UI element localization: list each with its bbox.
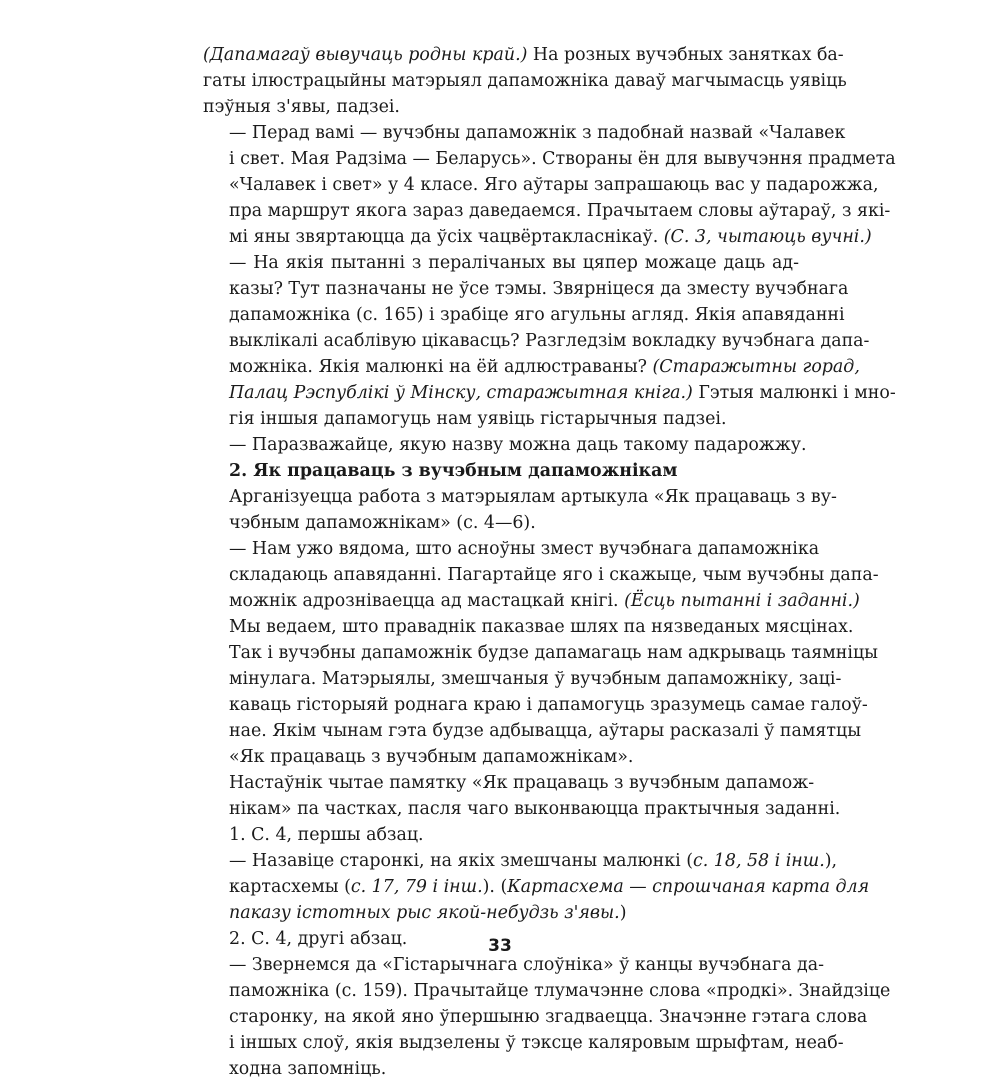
text-line xyxy=(203,874,870,900)
paragraph xyxy=(203,484,837,536)
text-run: На розных вучэбных занятках ба- xyxy=(527,45,844,65)
text-run: і іншых слоў, якія выдзелены ў тэксце каляровым шрыфтам, неаб- xyxy=(229,1033,844,1053)
text-run: — Звернемся да «Гістарычнага слоўніка» ў канцы вучэбнага да- xyxy=(229,955,824,975)
text-line xyxy=(203,640,878,666)
text-run: мі яны звяртаюцца да ўсіх чацвёртакласнікаў. xyxy=(229,227,664,247)
italic-text: с. 17, 79 і інш. xyxy=(350,877,483,897)
paragraph xyxy=(203,42,847,120)
italic-text: паказу істотных рыс якой-небудзь з'явы. xyxy=(229,903,620,923)
text-run: — На якія пытанні з пералічаных вы цяпер можаце даць ад- xyxy=(229,253,799,273)
paragraph xyxy=(203,770,841,822)
text-run: старонку, на якой яно ўпершыню згадваецца. Значэнне гэтага слова xyxy=(229,1007,868,1027)
text-run: 2. С. 4, другі абзац. xyxy=(229,929,408,949)
text-run: дапаможніка (с. 165) і зрабіце яго агульны агляд. Якія апавяданні xyxy=(229,305,845,325)
section-heading xyxy=(203,458,799,484)
text-line xyxy=(203,302,845,328)
text-line xyxy=(203,458,799,484)
text-run: складаюць апавяданні. Пагартайце яго і скажыце, чым вучэбны дапа- xyxy=(229,565,879,585)
text-run: «Чалавек і свет» у 4 класе. Яго аўтары запрашаюць вас у падарожжа, xyxy=(229,175,879,195)
text-line xyxy=(203,536,820,562)
text-run: 1. С. 4, першы абзац. xyxy=(229,825,424,845)
text-line xyxy=(203,250,799,276)
text-run: Так і вучэбны дапаможнік будзе дапамагаць нам адкрываць таямніцы xyxy=(229,643,878,663)
text-line xyxy=(203,1004,868,1030)
text-line xyxy=(203,328,870,354)
text-line xyxy=(203,146,896,172)
text-line xyxy=(203,848,838,874)
text-line xyxy=(203,198,891,224)
text-run: паможніка (с. 159). Прачытайце тлумачэнне слова «продкі». Знайдзіце xyxy=(229,981,891,1001)
text-run: 2. Як працаваць з вучэбным дапаможнікам xyxy=(229,461,678,481)
text-line xyxy=(203,276,849,302)
text-run: выклікалі асаблівую цікавасць? Разгледзім вокладку вучэбнага дапа- xyxy=(229,331,870,351)
text-line xyxy=(203,614,854,640)
text-run: Гэтыя малюнкі і мно- xyxy=(692,383,896,403)
text-line xyxy=(203,718,862,744)
text-run: гаты ілюстрацыйны матэрыял дапаможніка даваў магчымасць уявіць xyxy=(203,71,847,91)
text-line xyxy=(203,900,799,926)
text-run: пра маршрут якога зараз даведаемся. Прачытаем словы аўтараў, з які- xyxy=(229,201,891,221)
text-line xyxy=(203,120,846,146)
text-line xyxy=(203,94,799,120)
text-line xyxy=(203,692,868,718)
paragraph xyxy=(203,952,891,1082)
text-line xyxy=(203,744,799,770)
text-line xyxy=(203,796,841,822)
text-line xyxy=(203,1056,799,1082)
paragraph xyxy=(203,120,896,250)
text-line xyxy=(203,224,872,250)
paragraph xyxy=(203,536,879,770)
text-run: Арганізуецца работа з матэрыялам артыкула «Як працаваць з ву- xyxy=(229,487,837,507)
paragraph xyxy=(203,432,807,458)
text-line xyxy=(203,484,837,510)
text-line xyxy=(203,822,799,848)
italic-text: (С. 3, чытаюць вучні.) xyxy=(663,227,872,247)
text-line xyxy=(203,354,860,380)
italic-text: Палац Рэспублікі ў Мінску, старажытная кніга.) xyxy=(229,383,693,403)
italic-text: (Дапамагаў вывучаць родны край.) xyxy=(203,45,528,65)
text-run: пэўныя з'явы, падзеі. xyxy=(203,97,400,117)
page-text xyxy=(203,42,896,1082)
text-run: ) xyxy=(619,903,627,923)
text-line xyxy=(203,172,879,198)
paragraph xyxy=(203,822,799,848)
text-run: — Перад вамі — вучэбны дапаможнік з падобнай назвай «Чалавек xyxy=(229,123,846,143)
text-line xyxy=(203,562,879,588)
paragraph xyxy=(203,848,870,926)
text-run: нікам» па частках, пасля чаго выконваюцца практычныя заданні. xyxy=(229,799,841,819)
text-run: можнік адрозніваецца ад мастацкай кнігі. xyxy=(229,591,625,611)
text-run: ходна запомніць. xyxy=(229,1059,387,1079)
text-run: картасхемы ( xyxy=(229,877,351,897)
text-line xyxy=(203,770,815,796)
text-run: — Паразважайце, якую назву можна даць такому падарожжу. xyxy=(229,435,807,455)
text-run: ), xyxy=(824,851,838,871)
text-line xyxy=(203,68,847,94)
text-line xyxy=(203,588,860,614)
italic-text: (Ёсць пытанні і заданні.) xyxy=(624,591,860,611)
page-number: 33 xyxy=(488,936,512,956)
text-run: Мы ведаем, што праваднік паказвае шлях па нязведаных мясцінах. xyxy=(229,617,854,637)
text-run: казы? Тут пазначаны не ўсе тэмы. Звярніцеся да зместу вучэбнага xyxy=(229,279,849,299)
text-run: — Назавіце старонкі, на якіх змешчаны малюнкі ( xyxy=(229,851,694,871)
text-run: і свет. Мая Радзіма — Беларусь». Створаны ён для вывучэння прадмета xyxy=(229,149,896,169)
text-line xyxy=(203,666,842,692)
italic-text: с. 18, 58 і інш. xyxy=(693,851,825,871)
text-run: мінулага. Матэрыялы, змешчаныя ў вучэбным дапаможніку, зацi- xyxy=(229,669,842,689)
text-run: можніка. Якія малюнкі на ёй адлюстраваны? xyxy=(229,357,653,377)
text-run: гія іншыя дапамогуць нам уявіць гістарычныя падзеі. xyxy=(229,409,727,429)
text-run: Настаўнік чытае памятку «Як працаваць з вучэбным дапамож- xyxy=(229,773,815,793)
text-line xyxy=(203,380,896,406)
text-line xyxy=(203,42,844,68)
text-line xyxy=(203,1030,844,1056)
text-run: — Нам ужо вядома, што асноўны змест вучэбнага дапаможніка xyxy=(229,539,820,559)
text-line xyxy=(203,978,891,1004)
text-run: «Як працаваць з вучэбным дапаможнікам». xyxy=(229,747,634,767)
text-run: ). ( xyxy=(482,877,508,897)
text-line xyxy=(203,406,799,432)
text-run: каваць гісторыяй роднага краю і дапамогуць зразумець самае галоў- xyxy=(229,695,868,715)
text-run: чэбным дапаможнікам» (с. 4—6). xyxy=(229,513,536,533)
italic-text: (Старажытны горад, xyxy=(652,357,860,377)
text-line xyxy=(203,432,807,458)
italic-text: Картасхема — спрошчаная карта для xyxy=(507,877,870,897)
text-line xyxy=(203,510,799,536)
text-run: нае. Якім чынам гэта будзе адбывацца, аўтары расказалі ў памятцы xyxy=(229,721,862,741)
paragraph xyxy=(203,250,896,432)
